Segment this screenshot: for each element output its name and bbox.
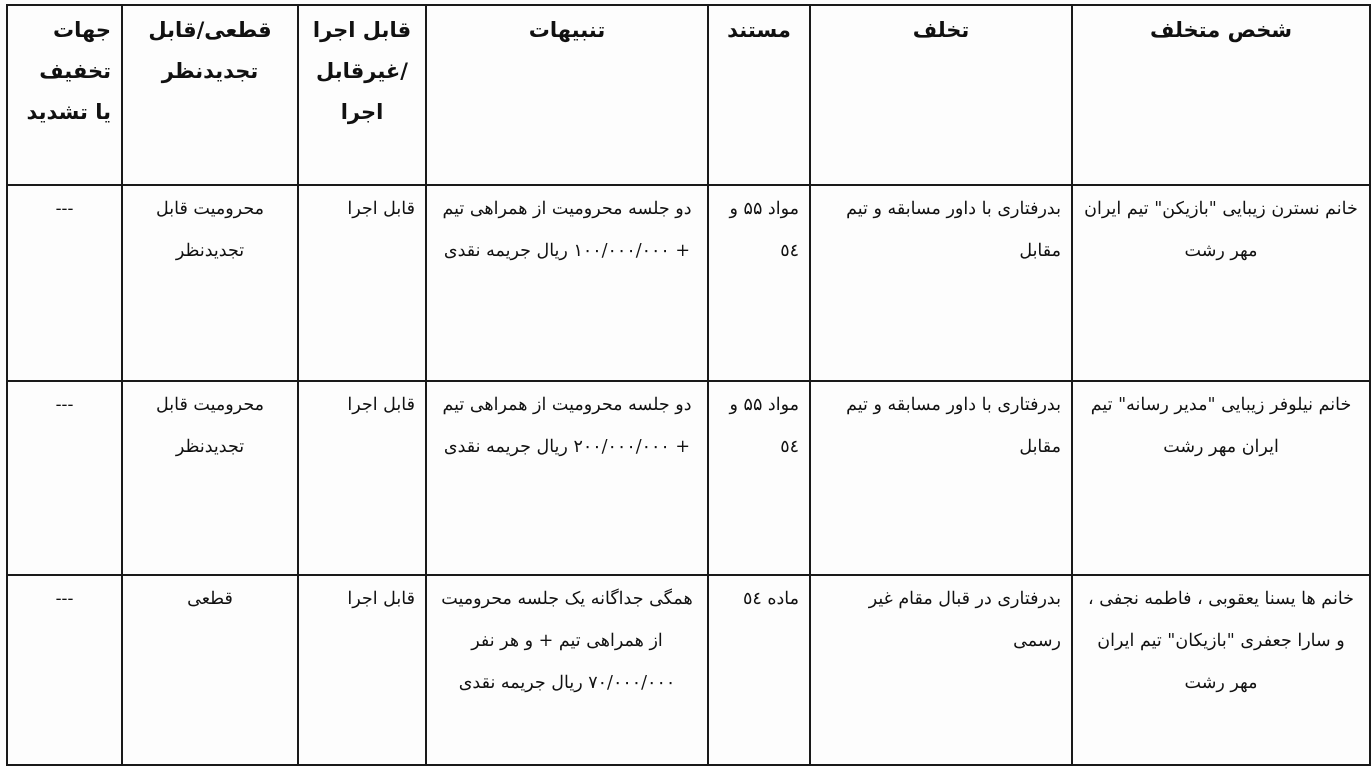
table-row	[7, 381, 1370, 575]
cell-enforceability: قابل اجرا	[298, 185, 426, 381]
table-row	[7, 575, 1370, 765]
table-row	[7, 185, 1370, 381]
header-offense: تخلف	[810, 5, 1072, 185]
header-penalties: تنبیهات	[426, 5, 708, 185]
cell-penalties: دو جلسه محرومیت از همراهی تیم + ۲۰۰/۰۰۰/۰۰۰ ریال جریمه نقدی	[426, 381, 708, 575]
cell-reference: مواد ۵۵ و ٥٤	[708, 185, 810, 381]
cell-offense: بدرفتاری با داور مسابقه و تیم مقابل	[810, 381, 1072, 575]
cell-mitigation: ---	[7, 185, 122, 381]
cell-reference: ماده ٥٤	[708, 575, 810, 765]
cell-person: خانم نسترن زیبایی "بازیکن" تیم ایران مهر رشت	[1072, 185, 1370, 381]
cell-offense: بدرفتاری با داور مسابقه و تیم مقابل	[810, 185, 1072, 381]
header-mitigation: جهات تخفیف یا تشدید	[7, 5, 122, 185]
header-row	[7, 5, 1370, 185]
disciplinary-rulings-table	[6, 4, 1371, 766]
header-person: شخص متخلف	[1072, 5, 1370, 185]
header-enforceability: قابل اجرا /غیرقابل اجرا	[298, 5, 426, 185]
cell-enforceability: قابل اجرا	[298, 575, 426, 765]
cell-finality: محرومیت قابل تجدیدنظر	[122, 185, 298, 381]
cell-penalties: همگی جداگانه یک جلسه محرومیت از همراهی تیم + و هر نفر ۷۰/۰۰۰/۰۰۰ ریال جریمه نقدی	[426, 575, 708, 765]
cell-person: خانم نیلوفر زیبایی "مدیر رسانه" تیم ایران مهر رشت	[1072, 381, 1370, 575]
header-finality: قطعی/قابل تجدیدنظر	[122, 5, 298, 185]
cell-mitigation: ---	[7, 575, 122, 765]
table-body	[7, 185, 1370, 765]
cell-enforceability: قابل اجرا	[298, 381, 426, 575]
header-reference: مستند	[708, 5, 810, 185]
cell-reference: مواد ۵۵ و ٥٤	[708, 381, 810, 575]
cell-finality: قطعی	[122, 575, 298, 765]
cell-offense: بدرفتاری در قبال مقام غیر رسمی	[810, 575, 1072, 765]
cell-person: خانم ها یسنا یعقوبی ، فاطمه نجفی ، و سارا جعفری "بازیکان" تیم ایران مهر رشت	[1072, 575, 1370, 765]
table-header	[7, 5, 1370, 185]
cell-mitigation: ---	[7, 381, 122, 575]
cell-finality: محرومیت قابل تجدیدنظر	[122, 381, 298, 575]
cell-penalties: دو جلسه محرومیت از همراهی تیم + ۱۰۰/۰۰۰/۰۰۰ ریال جریمه نقدی	[426, 185, 708, 381]
